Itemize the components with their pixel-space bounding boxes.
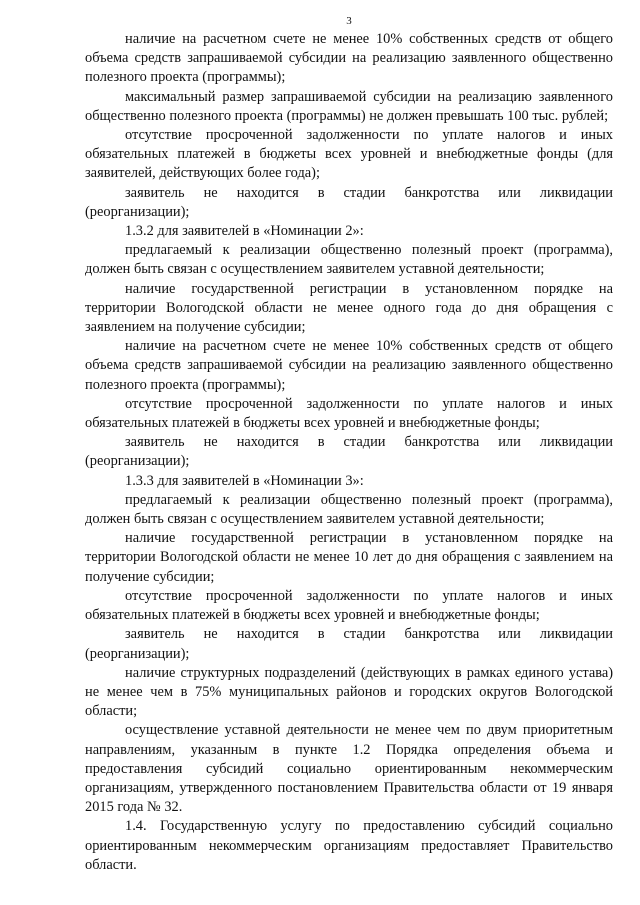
page-number: 3 bbox=[346, 15, 352, 27]
paragraph: предлагаемый к реализации общественно полезный проект (программа), должен быть связан с осуществлением заявителем уставной деятельности; bbox=[85, 491, 613, 528]
paragraph: наличие на расчетном счете не менее 10% собственных средств от общего объема средств запрашиваемой субсидии на реализацию заявленного общественно полезного проекта (программы); bbox=[85, 31, 613, 86]
paragraph: заявитель не находится в стадии банкротства или ликвидации (реорганизации); bbox=[85, 626, 613, 662]
paragraph: отсутствие просроченной задолженности по уплате налогов и иных обязательных платежей в бюджеты всех уровней и внебюджетные фонды; bbox=[85, 587, 613, 624]
paragraph: наличие на расчетном счете не менее 10% собственных средств от общего объема средств запрашиваемой субсидии на реализацию заявленного общественно полезного проекта (программы); bbox=[85, 338, 613, 393]
paragraph: осуществление уставной деятельности не менее чем по двум приоритетным направлениям, указанным в пункте 1.2 Порядка определения объема и предоставления субсидий социально ориентированным некоммерческим организациям, утвержденного постановлением Правительства области от 19 января 2015 года № 32. bbox=[85, 722, 613, 816]
paragraph: заявитель не находится в стадии банкротства или ликвидации (реорганизации); bbox=[85, 184, 613, 220]
paragraph: наличие государственной регистрации в установленном порядке на территории Вологодской области не менее 10 лет до дня обращения с заявлением на получение субсидии; bbox=[85, 530, 613, 585]
paragraph: 1.4. Государственную услугу по предоставлению субсидий социально ориентированным некоммерческим организациям предоставляет Правительство области. bbox=[85, 818, 613, 873]
paragraph: заявитель не находится в стадии банкротства или ликвидации (реорганизации); bbox=[85, 434, 613, 470]
paragraph: наличие структурных подразделений (действующих в рамках единого устава) не менее чем в 75% муниципальных районов и городских округов Вологодской области; bbox=[85, 664, 613, 720]
paragraph: наличие государственной регистрации в установленном порядке на территории Вологодской области не менее одного года до дня обращения с заявлением на получение субсидии; bbox=[85, 280, 613, 336]
subsection-heading: 1.3.3 для заявителей в «Номинации 3»: bbox=[125, 472, 364, 489]
paragraph: отсутствие просроченной задолженности по уплате налогов и иных обязательных платежей в бюджеты всех уровней и внебюджетные фонды; bbox=[85, 395, 613, 432]
document-page bbox=[85, 14, 613, 875]
paragraph: максимальный размер запрашиваемой субсидии на реализацию заявленного общественно полезного проекта (программы) не должен превышать 100 тыс. рублей; bbox=[85, 88, 613, 124]
paragraph: отсутствие просроченной задолженности по уплате налогов и иных обязательных платежей в бюджеты всех уровней и внебюджетные фонды (для заявителей, действующих более года); bbox=[85, 127, 613, 182]
subsection-heading: 1.3.2 для заявителей в «Номинации 2»: bbox=[125, 223, 364, 240]
paragraph: предлагаемый к реализации общественно полезный проект (программа), должен быть связан с осуществлением заявителем уставной деятельности; bbox=[85, 242, 613, 278]
